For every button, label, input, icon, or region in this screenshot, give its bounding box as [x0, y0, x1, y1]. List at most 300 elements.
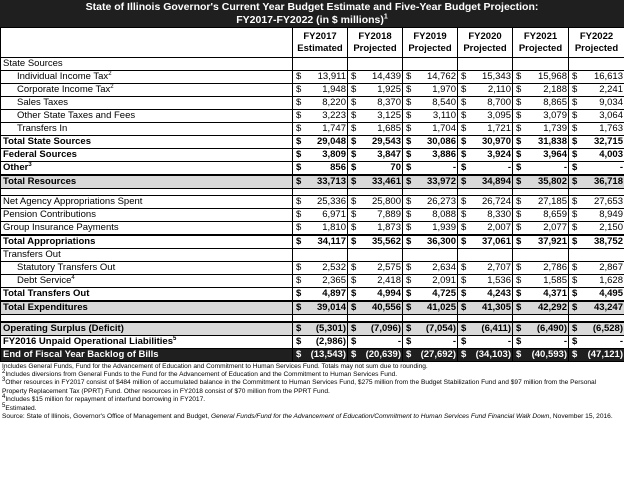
value-cell [569, 222, 624, 236]
dollar-sign: $ [572, 149, 578, 160]
row-label [1, 262, 293, 275]
value-cell [293, 222, 348, 236]
value-cell [513, 301, 569, 315]
value-cell [458, 149, 513, 162]
footnote-marker: 3 [28, 161, 32, 168]
dollar-sign: $ [406, 136, 412, 147]
value-cell [293, 123, 348, 136]
dollar-sign: $ [406, 288, 412, 299]
dollar-sign: $ [296, 176, 302, 187]
value-cell [403, 335, 458, 348]
dollar-sign: $ [572, 262, 578, 273]
value-cell [293, 196, 348, 209]
row-other-state-taxes [1, 110, 624, 123]
value-cell [348, 84, 403, 97]
value-text: 38,752 [593, 236, 623, 247]
value-text: 1,763 [599, 123, 623, 134]
value-cell [293, 209, 348, 222]
value-text: 26,273 [426, 196, 456, 207]
dollar-sign: $ [572, 302, 578, 313]
dollar-sign: $ [461, 322, 467, 334]
value-text: 40,556 [371, 302, 401, 313]
dollar-sign: $ [351, 262, 357, 273]
value-cell [458, 222, 513, 236]
empty-cell [513, 249, 569, 262]
value-cell [403, 196, 458, 209]
value-text: 4,994 [377, 288, 401, 299]
dollar-sign: $ [351, 176, 357, 187]
value-text: 8,659 [543, 209, 567, 220]
row-total-appropriations [1, 235, 624, 249]
value-text: (7,054) [425, 322, 456, 334]
value-cell [458, 71, 513, 84]
row-sales-taxes [1, 97, 624, 110]
dollar-sign: $ [516, 162, 522, 173]
value-text: 41,025 [426, 302, 456, 313]
header-blank [1, 28, 293, 58]
value-cell [348, 322, 403, 336]
row-label [1, 196, 293, 209]
spacer-cell [293, 315, 348, 322]
dollar-sign: $ [572, 348, 578, 360]
value-text: 33,713 [316, 176, 346, 187]
value-text: (6,490) [536, 322, 567, 334]
spacer-cell [513, 189, 569, 196]
value-cell [403, 123, 458, 136]
row-total-resources [1, 175, 624, 189]
empty-cell [293, 58, 348, 71]
row-label [1, 97, 293, 110]
dollar-sign: $ [406, 348, 412, 360]
dollar-sign: $ [351, 97, 357, 108]
row-label [1, 222, 293, 236]
row-label [1, 175, 293, 189]
dollar-sign: $ [351, 222, 357, 233]
value-cell [293, 348, 348, 361]
value-cell [513, 322, 569, 336]
header-fy2018: FY2018 Projected [348, 28, 403, 58]
value-text: 39,014 [316, 302, 346, 313]
dollar-sign: $ [406, 84, 412, 95]
value-text: 3,886 [432, 149, 456, 160]
value-text: 26,724 [481, 196, 511, 207]
value-text: (13,543) [310, 348, 346, 360]
dollar-sign: $ [572, 84, 578, 95]
value-cell [403, 209, 458, 222]
value-cell [403, 262, 458, 275]
header-fy2021: FY2021 Projected [513, 28, 569, 58]
value-text: 32,715 [593, 136, 623, 147]
row-total-state-sources [1, 136, 624, 149]
value-text: 8,700 [487, 97, 511, 108]
dollar-sign: $ [406, 275, 412, 286]
dollar-sign: $ [406, 176, 412, 187]
value-cell [458, 235, 513, 249]
value-cell [458, 348, 513, 361]
value-text: - [452, 162, 456, 173]
value-cell [348, 149, 403, 162]
dollar-sign: $ [516, 275, 522, 286]
footnote-3: $^3$Other resources in FY2017 consist of $484 million of accumulated balance in the Commitment to Human Services Fund, $275 million from the Budget Stabilization Fund and $97 million from the Personal Property Replacement Tax (PPRT) Fund. Other resources in FY2018 consist of $70 million from the PPRT Fund. [2, 377, 597, 395]
row-unpaid-liabilities [1, 335, 624, 348]
row-label [1, 110, 293, 123]
value-text: 4,371 [543, 288, 567, 299]
value-cell [569, 348, 624, 361]
dollar-sign: $ [406, 335, 412, 347]
dollar-sign: $ [516, 348, 522, 360]
dollar-sign: $ [296, 209, 302, 220]
row-label-text: Debt Service [17, 275, 72, 286]
dollar-sign: $ [461, 84, 467, 95]
dollar-sign: $ [572, 176, 578, 187]
dollar-sign: $ [516, 123, 522, 134]
value-text: 7,889 [377, 209, 401, 220]
value-cell [458, 322, 513, 336]
row-label-text: Group Insurance Payments [3, 222, 119, 233]
value-text: (20,639) [365, 348, 401, 360]
value-cell [569, 136, 624, 149]
dollar-sign: $ [296, 262, 302, 273]
header-row [1, 28, 624, 58]
row-net-agency [1, 196, 624, 209]
dollar-sign: $ [516, 110, 522, 121]
dollar-sign: $ [461, 110, 467, 121]
value-cell [458, 288, 513, 302]
dollar-sign: $ [296, 222, 302, 233]
empty-cell [293, 249, 348, 262]
row-label [1, 149, 293, 162]
value-text: 37,921 [537, 236, 567, 247]
dollar-sign: $ [296, 275, 302, 286]
dollar-sign: $ [406, 162, 412, 173]
value-cell [348, 110, 403, 123]
spacer-cell [458, 315, 513, 322]
row-label-text: Other [3, 162, 29, 173]
value-cell [403, 136, 458, 149]
value-text: (7,096) [370, 322, 401, 334]
dollar-sign: $ [406, 322, 412, 334]
value-cell [348, 136, 403, 149]
dollar-sign: $ [351, 275, 357, 286]
dollar-sign: $ [572, 222, 578, 233]
dollar-sign: $ [406, 222, 412, 233]
value-text: 33,461 [371, 176, 401, 187]
row-label [1, 275, 293, 288]
footnote-5: $^5$Estimated. [2, 402, 37, 412]
dollar-sign: $ [572, 196, 578, 207]
value-text: 4,243 [487, 288, 511, 299]
value-cell [513, 196, 569, 209]
row-group-insurance [1, 222, 624, 236]
value-cell [458, 136, 513, 149]
spacer-row [1, 315, 624, 322]
value-text: 2,110 [487, 84, 511, 95]
value-text: 15,343 [481, 71, 511, 82]
row-total-transfers-out [1, 288, 624, 302]
value-cell [293, 110, 348, 123]
value-text: 8,540 [432, 97, 456, 108]
value-text: 3,847 [377, 149, 401, 160]
footnote-1: Includes General Funds, Fund for the Advancement of Education and Commitment to Human Services Fund. Totals may not sum due to rounding. [2, 362, 428, 370]
dollar-sign: $ [296, 71, 302, 82]
spacer-cell [348, 189, 403, 196]
dollar-sign: $ [351, 71, 357, 82]
title-line-1: State of Illinois Governor's Current Year Budget Estimate and Five-Year Budget Projection: [85, 1, 539, 13]
dollar-sign: $ [406, 302, 412, 313]
dollar-sign: $ [406, 123, 412, 134]
value-cell [293, 288, 348, 302]
dollar-sign: $ [516, 335, 522, 347]
value-text: 30,086 [426, 136, 456, 147]
value-text: 8,330 [487, 209, 511, 220]
value-text: (47,121) [587, 348, 623, 360]
dollar-sign: $ [461, 123, 467, 134]
row-corporate-income-tax [1, 84, 624, 97]
footnotes [0, 362, 624, 423]
row-other [1, 162, 624, 176]
value-text: 2,188 [543, 84, 567, 95]
dollar-sign: $ [516, 136, 522, 147]
header-fy2022: FY2022 Projected [569, 28, 624, 58]
value-text: 36,300 [426, 236, 456, 247]
dollar-sign: $ [296, 162, 302, 173]
value-text: 34,894 [481, 176, 511, 187]
value-text: 3,809 [322, 149, 346, 160]
footnote-marker: 2 [110, 83, 114, 90]
value-cell [569, 175, 624, 189]
dollar-sign: $ [351, 288, 357, 299]
header-fy2017: FY2017 Estimated [293, 28, 348, 58]
row-label-text: Federal Sources [3, 149, 77, 160]
dollar-sign: $ [296, 136, 302, 147]
value-cell [569, 288, 624, 302]
value-cell [403, 322, 458, 336]
value-text: 1,939 [432, 222, 456, 233]
value-cell [569, 209, 624, 222]
value-text: - [397, 335, 401, 347]
value-text: 3,223 [322, 110, 346, 121]
value-cell [348, 162, 403, 176]
value-text: 8,370 [377, 97, 401, 108]
value-text: 1,704 [432, 123, 456, 134]
value-text: 25,336 [316, 196, 346, 207]
value-text: 35,562 [371, 236, 401, 247]
dollar-sign: $ [461, 335, 467, 347]
dollar-sign: $ [461, 209, 467, 220]
value-text: 41,305 [481, 302, 511, 313]
value-text: 36,718 [593, 176, 623, 187]
row-label-text: Statutory Transfers Out [17, 262, 116, 273]
value-text: 33,972 [426, 176, 456, 187]
value-text: 14,762 [426, 71, 456, 82]
row-label [1, 288, 293, 302]
dollar-sign: $ [406, 262, 412, 273]
value-text: 16,613 [593, 71, 623, 82]
source-note: Source: State of Illinois, Governor's Office of Management and Budget, General Funds/Fund for the Advancement of Education/Commitment to Human Services Fund Financial Walk Down, November 15, 2016. [2, 412, 613, 420]
value-cell [403, 301, 458, 315]
row-transfers-in [1, 123, 624, 136]
row-label-text: Sales Taxes [17, 97, 69, 108]
value-text: 8,865 [543, 97, 567, 108]
spacer-cell [458, 189, 513, 196]
value-cell [513, 97, 569, 110]
value-text: - [563, 335, 567, 347]
row-label-text: Corporate Income Tax [17, 84, 111, 95]
value-text: 8,949 [599, 209, 623, 220]
value-text: (6,528) [592, 322, 623, 334]
value-cell [348, 275, 403, 288]
row-label-text: Other State Taxes and Fees [17, 110, 136, 121]
value-cell [403, 288, 458, 302]
value-text: 2,365 [322, 275, 346, 286]
value-cell [403, 162, 458, 176]
empty-cell [458, 249, 513, 262]
dollar-sign: $ [516, 302, 522, 313]
footnote-4: $^4$Includes $15 million for repayment of interfund borrowing in FY2017. [2, 393, 206, 404]
value-text: 2,091 [432, 275, 456, 286]
value-text: 3,924 [487, 149, 511, 160]
dollar-sign: $ [351, 196, 357, 207]
value-text: 2,532 [322, 262, 346, 273]
value-cell [348, 71, 403, 84]
spacer-cell [569, 189, 624, 196]
spacer-cell [293, 189, 348, 196]
value-cell [569, 335, 624, 348]
value-text: 2,634 [432, 262, 456, 273]
value-text: 2,707 [487, 262, 511, 273]
value-text: - [452, 335, 456, 347]
dollar-sign: $ [461, 236, 467, 247]
dollar-sign: $ [406, 97, 412, 108]
row-label-text: Operating Surplus (Deficit) [3, 322, 124, 334]
dollar-sign: $ [351, 110, 357, 121]
row-label [1, 123, 293, 136]
value-cell [569, 275, 624, 288]
value-cell [293, 262, 348, 275]
value-text: 43,247 [593, 302, 623, 313]
row-pension [1, 209, 624, 222]
value-text: 8,220 [322, 97, 346, 108]
value-text: 15,968 [537, 71, 567, 82]
value-text: (40,593) [531, 348, 567, 360]
spacer-cell [1, 189, 293, 196]
value-text: 27,653 [593, 196, 623, 207]
value-text: 3,125 [377, 110, 401, 121]
row-label-text: Transfers In [17, 123, 68, 134]
value-cell [513, 123, 569, 136]
value-cell [293, 149, 348, 162]
value-cell [569, 162, 624, 176]
dollar-sign: $ [461, 149, 467, 160]
value-text: (5,301) [315, 322, 346, 334]
value-cell [513, 71, 569, 84]
row-label-text: Pension Contributions [3, 209, 96, 220]
empty-cell [569, 249, 624, 262]
value-text: 37,061 [481, 236, 511, 247]
row-label [1, 209, 293, 222]
dollar-sign: $ [351, 302, 357, 313]
dollar-sign: $ [516, 322, 522, 334]
value-cell [513, 275, 569, 288]
dollar-sign: $ [572, 71, 578, 82]
dollar-sign: $ [461, 275, 467, 286]
dollar-sign: $ [461, 302, 467, 313]
value-text: 2,007 [487, 222, 511, 233]
value-text: 1,685 [377, 123, 401, 134]
value-cell [293, 136, 348, 149]
dollar-sign: $ [572, 123, 578, 134]
row-operating-surplus [1, 322, 624, 336]
value-text: 1,948 [322, 84, 346, 95]
row-label-text: Total Resources [3, 176, 77, 187]
value-text: 2,786 [543, 262, 567, 273]
value-text: 8,088 [432, 209, 456, 220]
dollar-sign: $ [516, 262, 522, 273]
value-cell [403, 235, 458, 249]
value-cell [348, 335, 403, 348]
value-cell [348, 175, 403, 189]
value-cell [569, 301, 624, 315]
dollar-sign: $ [296, 196, 302, 207]
row-label [1, 335, 293, 348]
empty-cell [403, 249, 458, 262]
value-text: 3,064 [599, 110, 623, 121]
dollar-sign: $ [516, 71, 522, 82]
dollar-sign: $ [572, 288, 578, 299]
section-label: Transfers Out [1, 249, 293, 262]
dollar-sign: $ [296, 123, 302, 134]
value-text: 42,292 [537, 302, 567, 313]
value-text: 3,095 [487, 110, 511, 121]
value-cell [513, 222, 569, 236]
dollar-sign: $ [461, 222, 467, 233]
dollar-sign: $ [461, 136, 467, 147]
value-text: 1,873 [377, 222, 401, 233]
value-cell [348, 262, 403, 275]
value-text: 856 [330, 162, 346, 173]
value-text: 9,034 [599, 97, 623, 108]
value-cell [348, 209, 403, 222]
section-state-sources [1, 58, 624, 71]
footnote-marker: 2 [108, 70, 112, 77]
value-cell [569, 262, 624, 275]
dollar-sign: $ [406, 110, 412, 121]
value-text: 4,495 [599, 288, 623, 299]
value-cell [458, 162, 513, 176]
empty-cell [458, 58, 513, 71]
value-cell [458, 175, 513, 189]
dollar-sign: $ [516, 149, 522, 160]
spacer-cell [569, 315, 624, 322]
footnote-marker: 5 [173, 335, 177, 342]
value-cell [513, 209, 569, 222]
value-cell [348, 97, 403, 110]
value-cell [293, 175, 348, 189]
value-text: 1,747 [322, 123, 346, 134]
row-label [1, 235, 293, 249]
value-text: - [563, 162, 567, 173]
spacer-cell [348, 315, 403, 322]
row-label-text: Total Appropriations [3, 236, 96, 247]
dollar-sign: $ [351, 123, 357, 134]
value-cell [458, 275, 513, 288]
row-label-text: Total Expenditures [3, 302, 88, 313]
dollar-sign: $ [572, 110, 578, 121]
value-cell [293, 335, 348, 348]
title-line-2: FY2017-FY2022 (in $ millions)$^1$ [236, 13, 388, 26]
value-text: 1,585 [543, 275, 567, 286]
dollar-sign: $ [296, 322, 302, 334]
